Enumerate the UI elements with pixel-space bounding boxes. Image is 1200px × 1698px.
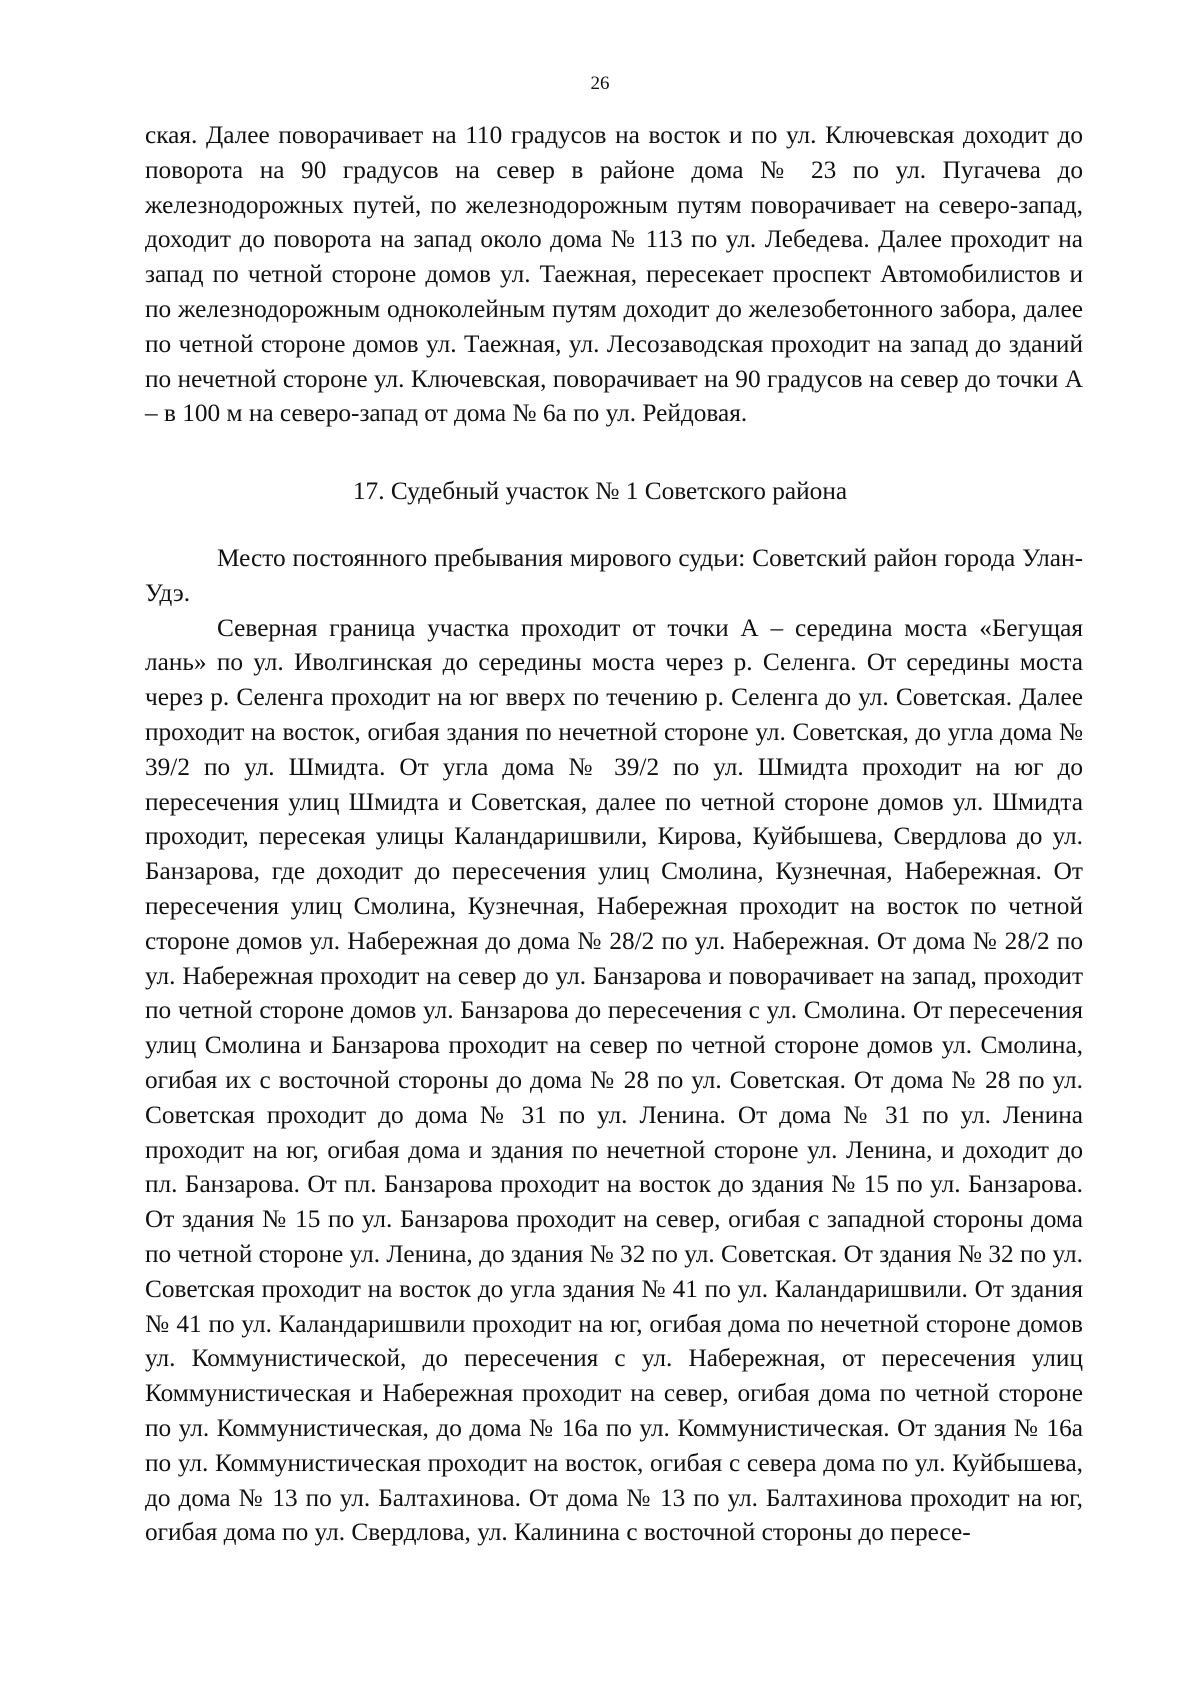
section-body [145,541,1083,1550]
paragraph-residence: Место постоянного пребывания мирового судьи: Советский район города Улан-Удэ. [145,544,1083,607]
paragraph-continued: ская. Далее поворачивает на 110 градусов на восток и по ул. Ключевская доходит до поворота на 90 градусов на север в районе дома № 23 по ул. Пугачева до железнодорожных путей, по железнодорожным путям поворачивает на северо-запад, доходит до поворота на запад около дома № 113 по ул. Лебедева. Далее проходит на запад по четной стороне домов ул. Таежная, пересекает проспект Автомобилистов и по железнодорожным одноколейным путям доходит до железобетонного забора, далее по четной стороне домов ул. Таежная, ул. Лесозаводская проходит на запад до зданий по нечетной стороне ул. Ключевская, поворачивает на 90 градусов на север до точки А – в 100 м на северо-запад от дома № 6а по ул. Рейдовая. [145,121,1083,428]
continued-text-block [145,118,1083,431]
paragraph-boundary: Северная граница участка проходит от точки А – середина моста «Бегущая лань» по ул. Иволгинская до середины моста через р. Селенга. От середины моста через р. Селенга проходит на юг вверх по течению р. Селенга до ул. Советская. Далее проходит на восток, огибая здания по нечетной стороне ул. Советская, до угла дома № 39/2 по ул. Шмидта. От угла дома № 39/2 по ул. Шмидта проходит на юг до пересечения улиц Шмидта и Советская, далее по четной стороне домов ул. Шмидта проходит, пересекая улицы Каландаришвили, Кирова, Куйбышева, Свердлова до ул. Банзарова, где доходит до пересечения улиц Смолина, Кузнечная, Набережная. От пересечения улиц Смолина, Кузнечная, Набережная проходит на восток по четной стороне домов ул. Набережная до дома № 28/2 по ул. Набережная. От дома № 28/2 по ул. Набережная проходит на север до ул. Банзарова и поворачивает на запад, проходит по четной стороне домов ул. Банзарова до пересечения с ул. Смолина. От пересечения улиц Смолина и Банзарова проходит на север по четной стороне домов ул. Смолина, огибая их с восточной стороны до дома № 28 по ул. Советская. От дома № 28 по ул. Советская проходит до дома № 31 по ул. Ленина. От дома № 31 по ул. Ленина проходит на юг, огибая дома и здания по нечетной стороне ул. Ленина, и доходит до пл. Банзарова. От пл. Банзарова проходит на восток до здания № 15 по ул. Банзарова. От здания № 15 по ул. Банзарова проходит на север, огибая с западной стороны дома по четной стороне ул. Ленина, до здания № 32 по ул. Советская. От здания № 32 по ул. Советская проходит на восток до угла здания № 41 по ул. Каландаришвили. От здания № 41 по ул. Каландаришвили проходит на юг, огибая дома по нечетной стороне домов ул. Коммунистической, до пересечения с ул. Набережная, от пересечения улиц Коммунистическая и Набережная проходит на север, огибая дома по четной стороне по ул. Коммунистическая, до дома № 16а по ул. Коммунистическая. От здания № 16а по ул. Коммунистическая проходит на восток, огибая с севера дома по ул. Куйбышева, до дома № 13 по ул. Балтахинова. От дома № 13 по ул. Балтахинова проходит на юг, огибая дома по ул. Свердлова, ул. Калинина с восточной стороны до пересе- [145,613,1083,1547]
page-number: 26 [590,73,610,94]
section-heading: 17. Судебный участок № 1 Советского района [352,477,848,505]
